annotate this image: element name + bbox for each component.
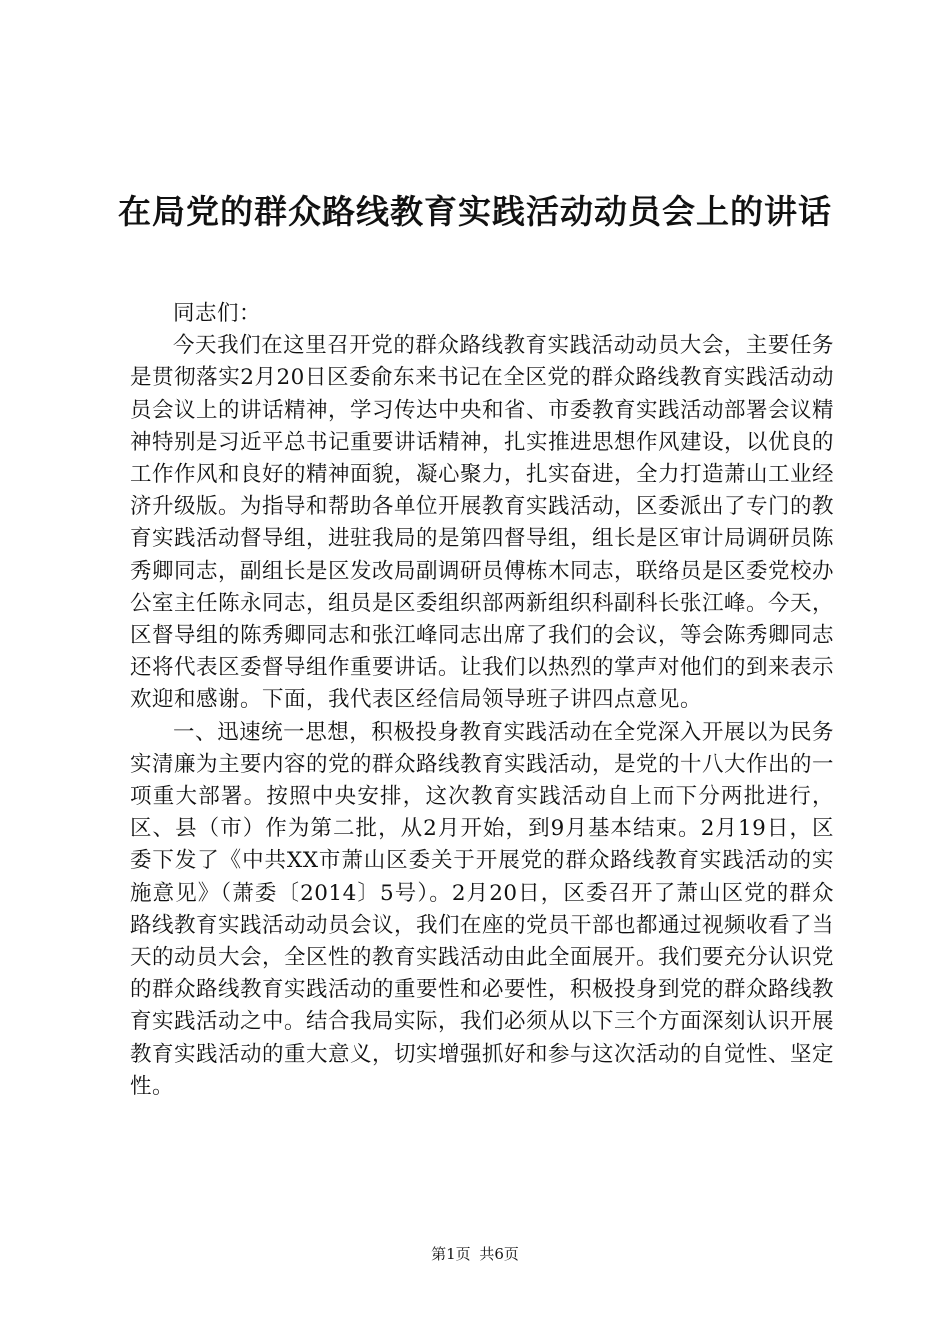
paragraph-section-one: 一、迅速统一思想，积极投身教育实践活动在全党深入开展以为民务实清廉为主要内容的党的群众路线教育实践活动，是党的十八大作出的一项重大部署。按照中央安排，这次教育实践活动自上而下分两批进行，区、县（市）作为第二批，从2月开始，到9月基本结束。2月19日，区委下发了《中共XX市萧山区委关于开展党的群众路线教育实践活动的实施意见》（萧委〔2014〕5号）。2月20日，区委召开了萧山区党的群众路线教育实践活动动员会议，我们在座的党员干部也都通过视频收看了当天的动员大会，全区性的教育实践活动由此全面展开。我们要充分认识党的群众路线教育实践活动的重要性和必要性，积极投身到党的群众路线教育实践活动之中。结合我局实际，我们必须从以下三个方面深刻认识开展教育实践活动的重大意义，切实增强抓好和参与这次活动的自觉性、坚定性。 (130, 719, 835, 1099)
salutation: 同志们： (173, 301, 262, 326)
document-body (130, 298, 834, 1103)
page-footer (0, 1244, 950, 1264)
paragraph-intro: 今天我们在这里召开党的群众路线教育实践活动动员大会，主要任务是贯彻落实2月20日区委俞东来书记在全区党的群众路线教育实践活动动员会议上的讲话精神，学习传达中央和省、市委教育实践活动部署会议精神特别是习近平总书记重要讲话精神，扎实推进思想作风建设，以优良的工作作风和良好的精神面貌，凝心聚力，扎实奋进，全力打造萧山工业经济升级版。为指导和帮助各单位开展教育实践活动，区委派出了专门的教育实践活动督导组，进驻我局的是第四督导组，组长是区审计局调研员陈秀卿同志，副组长是区发改局副调研员傅栋木同志，联络员是区委党校办公室主任陈永同志，组员是区委组织部两新组织科副科长张江峰。今天，区督导组的陈秀卿同志和张江峰同志出席了我们的会议，等会陈秀卿同志还将代表区委督导组作重要讲话。让我们以热烈的掌声对他们的到来表示欢迎和感谢。下面，我代表区经信局领导班子讲四点意见。 (130, 333, 835, 713)
page-total: 共6页 (479, 1245, 519, 1263)
page-number: 第1页 (431, 1245, 471, 1263)
document-title: 在局党的群众路线教育实践活动动员会上的讲话 (118, 192, 832, 231)
